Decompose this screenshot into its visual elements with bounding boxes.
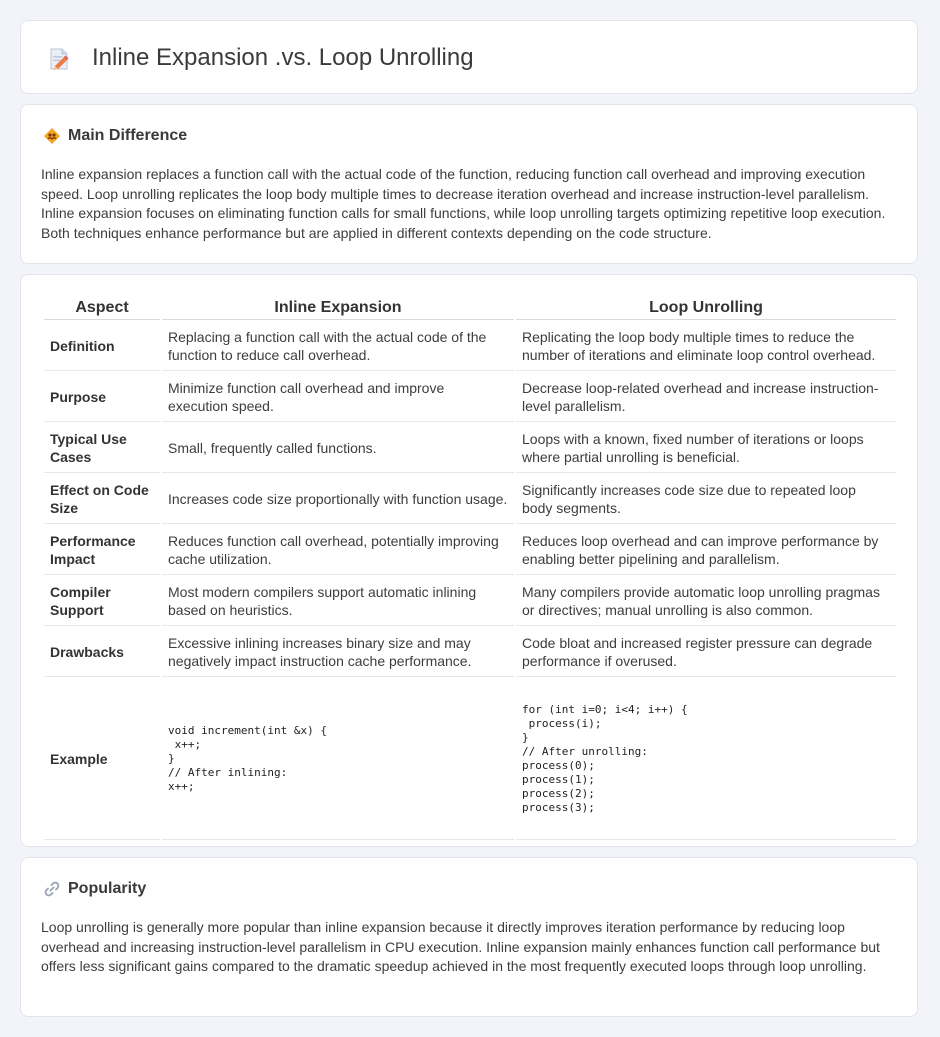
row-inline: Small, frequently called functions. <box>162 424 514 473</box>
row-aspect: Compiler Support <box>44 577 160 626</box>
table-row <box>44 577 896 626</box>
table-row <box>44 373 896 422</box>
diamond-people-icon <box>43 127 61 145</box>
example-loop-cell <box>516 679 896 840</box>
loop-code-block: for (int i=0; i<4; i++) { process(i); } // After unrolling: process(0); process(1); process(2); process(3); <box>522 703 688 814</box>
row-inline: Most modern compilers support automatic inlining based on heuristics. <box>162 577 514 626</box>
row-loop: Many compilers provide automatic loop unrolling pragmas or directives; manual unrolling is also common. <box>516 577 896 626</box>
row-loop: Reduces loop overhead and can improve performance by enabling better pipelining and parallelism. <box>516 526 896 575</box>
row-aspect: Typical Use Cases <box>44 424 160 473</box>
comparison-card <box>20 274 918 847</box>
row-aspect: Purpose <box>44 373 160 422</box>
row-inline: Excessive inlining increases binary size and may negatively impact instruction cache performance. <box>162 628 514 677</box>
row-loop: Loops with a known, fixed number of iterations or loops where partial unrolling is beneficial. <box>516 424 896 473</box>
main-difference-text: Inline expansion replaces a function call with the actual code of the function, reducing function call overhead and improving execution speed. Loop unrolling replicates the loop body multiple times to decrease iteration overhead and increase instruction-level parallelism. Inline expansion focuses on eliminating function calls for small functions, while loop unrolling targets optimizing repetitive loop execution. Both techniques enhance performance but are applied in different contexts depending on the code structure. <box>41 166 886 241</box>
main-difference-card <box>20 104 918 264</box>
inline-code-block: void increment(int &x) { x++; } // After inlining: x++; <box>168 724 327 793</box>
header-inline-expansion: Inline Expansion <box>162 297 514 320</box>
table-row <box>44 526 896 575</box>
popularity-card <box>20 857 918 1017</box>
table-header-row <box>44 297 896 320</box>
row-aspect: Example <box>44 679 160 840</box>
row-inline: Increases code size proportionally with function usage. <box>162 475 514 524</box>
row-loop: Code bloat and increased register pressure can degrade performance if overused. <box>516 628 896 677</box>
row-loop: Decrease loop-related overhead and increase instruction-level parallelism. <box>516 373 896 422</box>
popularity-heading <box>43 880 146 898</box>
row-aspect: Performance Impact <box>44 526 160 575</box>
main-difference-heading <box>43 127 187 145</box>
comparison-table <box>42 295 898 842</box>
row-loop: Significantly increases code size due to repeated loop body segments. <box>516 475 896 524</box>
row-inline: Minimize function call overhead and improve execution speed. <box>162 373 514 422</box>
header-card <box>20 20 918 94</box>
header-aspect: Aspect <box>44 297 160 320</box>
document-pencil-icon <box>48 47 70 71</box>
main-difference-title: Main Difference <box>68 127 188 144</box>
header-loop-unrolling: Loop Unrolling <box>516 297 896 320</box>
row-aspect: Effect on Code Size <box>44 475 160 524</box>
row-aspect: Drawbacks <box>44 628 160 677</box>
page-title: Inline Expansion .vs. Loop Unrolling <box>92 44 474 71</box>
example-inline-cell <box>162 679 514 840</box>
table-row <box>44 628 896 677</box>
popularity-title: Popularity <box>68 880 147 897</box>
table-row <box>44 424 896 473</box>
row-inline: Replacing a function call with the actual code of the function to reduce call overhead. <box>162 322 514 371</box>
table-row <box>44 475 896 524</box>
row-loop: Replicating the loop body multiple times to reduce the number of iterations and eliminate loop control overhead. <box>516 322 896 371</box>
table-row-example <box>44 679 896 840</box>
popularity-text: Loop unrolling is generally more popular than inline expansion because it directly improves iteration performance by reducing loop overhead and increasing instruction-level parallelism in CPU execution. Inline expansion mainly enhances function call performance but offers less significant gains compared to the dramatic speedup achieved in the most frequently executed loops through loop unrolling. <box>41 919 880 974</box>
link-icon <box>43 880 61 898</box>
row-aspect: Definition <box>44 322 160 371</box>
table-row <box>44 322 896 371</box>
row-inline: Reduces function call overhead, potentially improving cache utilization. <box>162 526 514 575</box>
